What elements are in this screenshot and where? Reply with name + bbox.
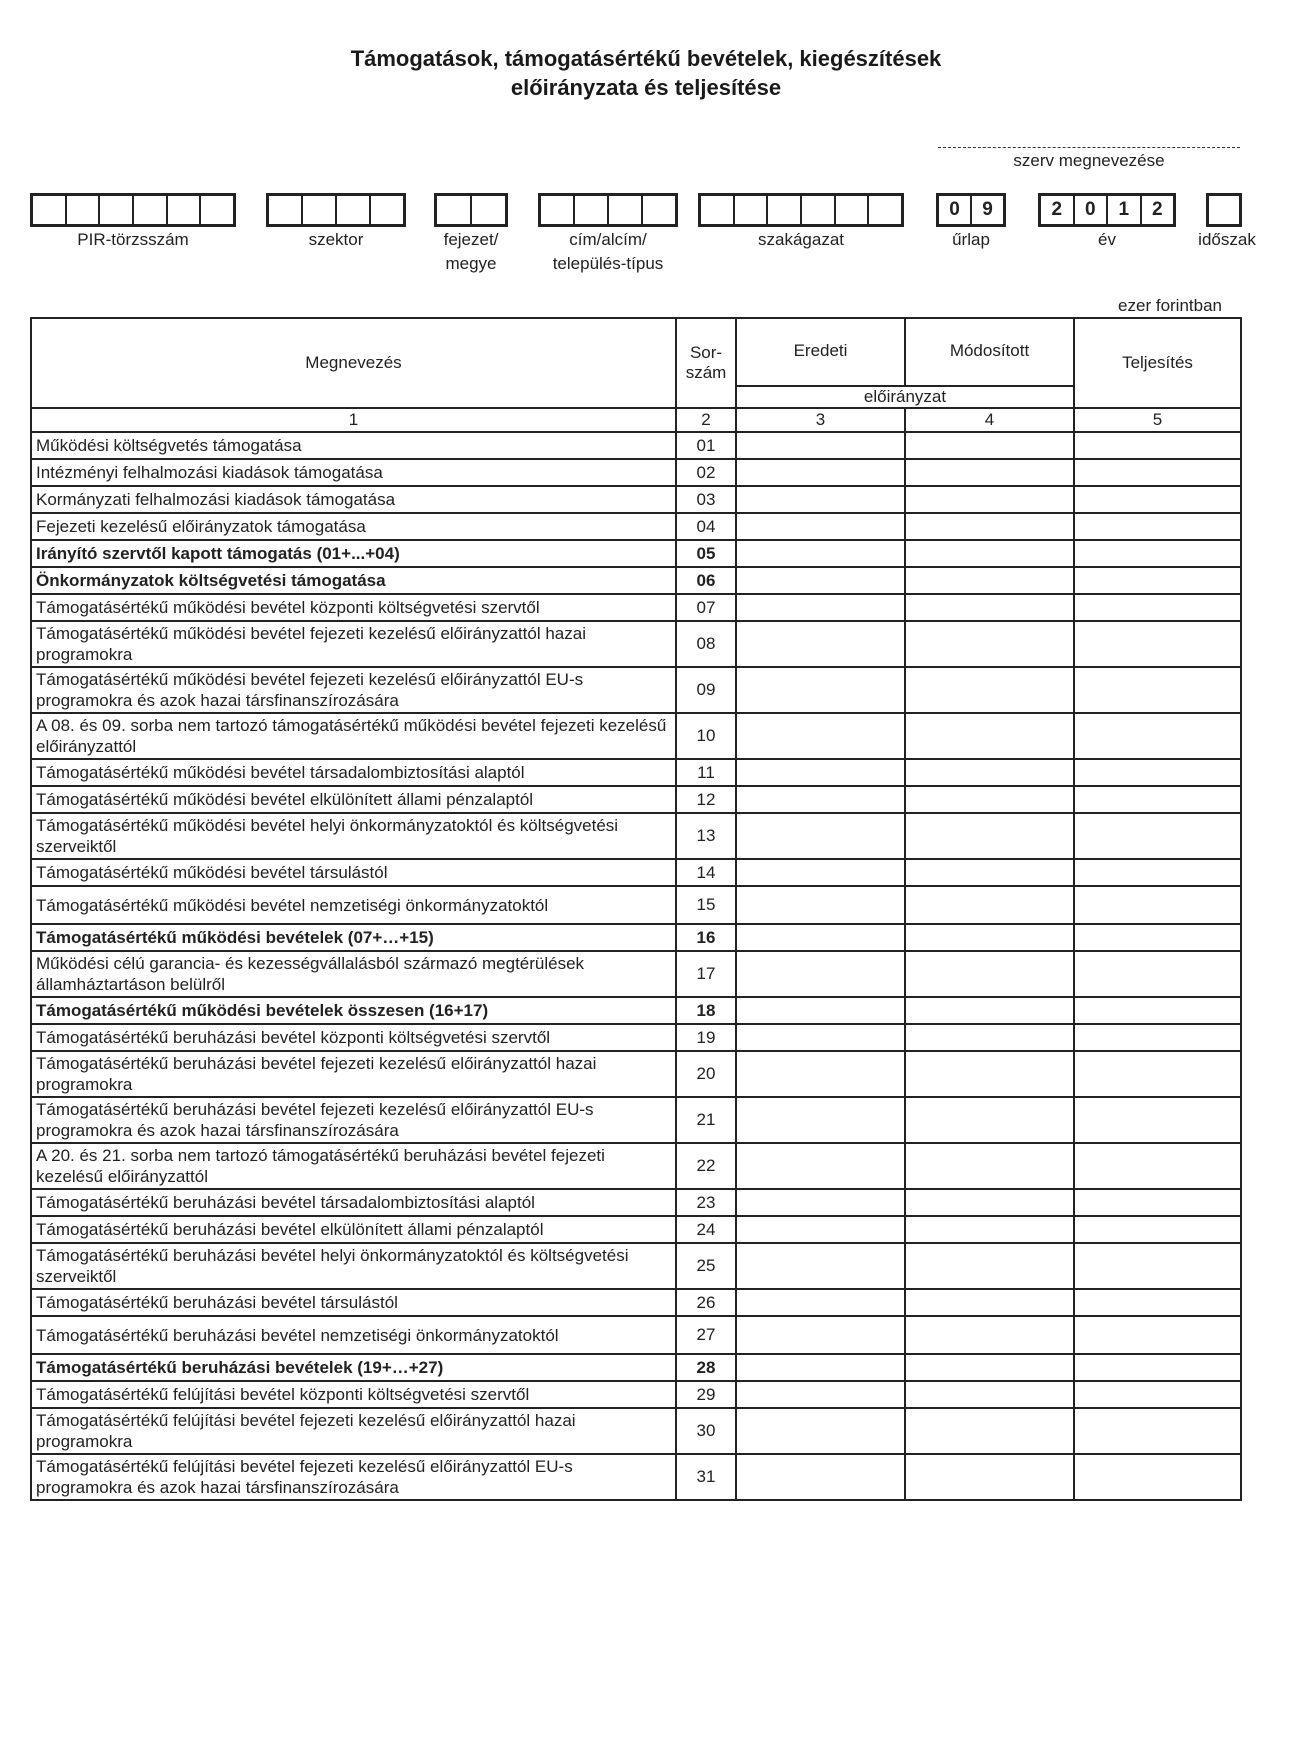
col-number-5: 5 xyxy=(1074,408,1241,432)
szektor-code-cell[interactable] xyxy=(269,196,303,224)
row-modositott-cell[interactable] xyxy=(905,513,1074,540)
row-eredeti-cell[interactable] xyxy=(736,951,905,997)
table-row xyxy=(31,924,1241,951)
row-modositott-cell[interactable] xyxy=(905,1381,1074,1408)
row-modositott-cell[interactable] xyxy=(905,813,1074,859)
table-row xyxy=(31,1408,1241,1454)
row-sorszam: 31 xyxy=(676,1454,736,1500)
szakagazat-code-cell[interactable] xyxy=(802,196,836,224)
row-teljesites-cell[interactable] xyxy=(1074,713,1241,759)
szakagazat-code-boxes[interactable] xyxy=(698,193,904,227)
pir-code-cell[interactable] xyxy=(201,196,233,224)
row-eredeti-cell[interactable] xyxy=(736,859,905,886)
header-eredeti: Eredeti xyxy=(736,318,905,386)
table-row xyxy=(31,713,1241,759)
idoszak-code-cell[interactable] xyxy=(1209,196,1239,224)
row-name: A 20. és 21. sorba nem tartozó támogatásértékű beruházási bevétel fejezeti kezelésű előirányzattól xyxy=(31,1143,676,1189)
row-modositott-cell[interactable] xyxy=(905,667,1074,713)
row-eredeti-cell[interactable] xyxy=(736,1024,905,1051)
szektor-code-cell[interactable] xyxy=(303,196,337,224)
row-sorszam: 27 xyxy=(676,1316,736,1354)
row-name: Támogatásértékű felújítási bevétel központi költségvetési szervtől xyxy=(31,1381,676,1408)
row-eredeti-cell[interactable] xyxy=(736,621,905,667)
row-sorszam: 01 xyxy=(676,432,736,459)
szakagazat-code-cell[interactable] xyxy=(768,196,802,224)
row-name: Támogatásértékű beruházási bevétel társadalombiztosítási alaptól xyxy=(31,1189,676,1216)
row-name: Támogatásértékű beruházási bevétel fejezeti kezelésű előirányzattól EU-s programokra és azok hazai társfinanszírozására xyxy=(31,1097,676,1143)
column-number-row xyxy=(31,408,1241,432)
table-body xyxy=(31,432,1241,1500)
row-modositott-cell[interactable] xyxy=(905,786,1074,813)
row-eredeti-cell[interactable] xyxy=(736,1454,905,1500)
table-row xyxy=(31,1289,1241,1316)
row-name: Támogatásértékű működési bevétel társadalombiztosítási alaptól xyxy=(31,759,676,786)
row-modositott-cell[interactable] xyxy=(905,1051,1074,1097)
row-name: Támogatásértékű beruházási bevétel elkülönített állami pénzalaptól xyxy=(31,1216,676,1243)
pir-code-cell[interactable] xyxy=(168,196,202,224)
row-teljesites-cell[interactable] xyxy=(1074,997,1241,1024)
cim-code-cell[interactable] xyxy=(575,196,609,224)
row-eredeti-cell[interactable] xyxy=(736,1189,905,1216)
pir-code-cell[interactable] xyxy=(100,196,134,224)
row-name: Támogatásértékű működési bevétel fejezeti kezelésű előirányzattól hazai programokra xyxy=(31,621,676,667)
row-sorszam: 19 xyxy=(676,1024,736,1051)
row-teljesites-cell[interactable] xyxy=(1074,1216,1241,1243)
ev-code-boxes[interactable] xyxy=(1038,193,1176,227)
row-sorszam: 16 xyxy=(676,924,736,951)
row-teljesites-cell[interactable] xyxy=(1074,951,1241,997)
table-row xyxy=(31,1024,1241,1051)
urlap-code-cell[interactable]: 9 xyxy=(982,199,993,220)
table-row xyxy=(31,594,1241,621)
row-eredeti-cell[interactable] xyxy=(736,1316,905,1354)
row-sorszam: 28 xyxy=(676,1354,736,1381)
data-table xyxy=(30,317,1242,1501)
szakagazat-code-cell[interactable] xyxy=(735,196,769,224)
row-eredeti-cell[interactable] xyxy=(736,1216,905,1243)
row-eredeti-cell[interactable] xyxy=(736,432,905,459)
table-row xyxy=(31,786,1241,813)
fejezet-code-cell[interactable] xyxy=(472,196,505,224)
szakagazat-code-cell[interactable] xyxy=(869,196,901,224)
table-row xyxy=(31,1189,1241,1216)
urlap-label: űrlap xyxy=(952,230,990,249)
row-sorszam: 03 xyxy=(676,486,736,513)
row-teljesites-cell[interactable] xyxy=(1074,1143,1241,1189)
row-sorszam: 11 xyxy=(676,759,736,786)
row-eredeti-cell[interactable] xyxy=(736,567,905,594)
table-row xyxy=(31,1143,1241,1189)
szektor-code-boxes[interactable] xyxy=(266,193,406,227)
row-sorszam: 26 xyxy=(676,1289,736,1316)
cim-label-line2: település-típus xyxy=(552,254,664,273)
ev-code-cell[interactable]: 1 xyxy=(1108,196,1142,224)
row-name: Támogatásértékű működési bevételek (07+…+15) xyxy=(31,924,676,951)
row-eredeti-cell[interactable] xyxy=(736,813,905,859)
row-teljesites-cell[interactable] xyxy=(1074,1243,1241,1289)
row-name: Támogatásértékű beruházási bevétel központi költségvetési szervtől xyxy=(31,1024,676,1051)
row-modositott-cell[interactable] xyxy=(905,1354,1074,1381)
row-modositott-cell[interactable] xyxy=(905,1243,1074,1289)
row-teljesites-cell[interactable] xyxy=(1074,1454,1241,1500)
row-modositott-cell[interactable] xyxy=(905,1289,1074,1316)
row-teljesites-cell[interactable] xyxy=(1074,1097,1241,1143)
ev-label: év xyxy=(1098,230,1116,249)
row-name: Intézményi felhalmozási kiadások támogatása xyxy=(31,459,676,486)
row-eredeti-cell[interactable] xyxy=(736,886,905,924)
row-modositott-cell[interactable] xyxy=(905,997,1074,1024)
row-name: Működési célú garancia- és kezességvállalásból származó megtérülések államháztartáson belülről xyxy=(31,951,676,997)
row-sorszam: 09 xyxy=(676,667,736,713)
szakagazat-code-cell[interactable] xyxy=(701,196,735,224)
row-modositott-cell[interactable] xyxy=(905,1454,1074,1500)
row-modositott-cell[interactable] xyxy=(905,1024,1074,1051)
row-sorszam: 15 xyxy=(676,886,736,924)
fejezet-label-line2: megye xyxy=(445,254,497,273)
row-modositott-cell[interactable] xyxy=(905,1216,1074,1243)
row-teljesites-cell[interactable] xyxy=(1074,432,1241,459)
row-eredeti-cell[interactable] xyxy=(736,1289,905,1316)
cim-label-line1: cím/alcím/ xyxy=(569,230,647,249)
row-name: Támogatásértékű működési bevétel fejezeti kezelésű előirányzattól EU-s programokra és azok hazai társfinanszírozására xyxy=(31,667,676,713)
header-modositott: Módosított xyxy=(905,318,1074,386)
row-eredeti-cell[interactable] xyxy=(736,513,905,540)
table-row xyxy=(31,1454,1241,1500)
szakagazat-code-cell[interactable] xyxy=(836,196,870,224)
fejezet-code-boxes[interactable] xyxy=(434,193,508,227)
row-sorszam: 14 xyxy=(676,859,736,886)
idoszak-code-boxes[interactable] xyxy=(1206,193,1242,227)
row-sorszam: 25 xyxy=(676,1243,736,1289)
col-number-3: 3 xyxy=(736,408,905,432)
header-teljesites: Teljesítés xyxy=(1074,318,1241,408)
row-teljesites-cell[interactable] xyxy=(1074,459,1241,486)
cim-code-cell[interactable] xyxy=(643,196,675,224)
row-sorszam: 30 xyxy=(676,1408,736,1454)
header-sorszam-line2: szám xyxy=(685,363,727,382)
row-eredeti-cell[interactable] xyxy=(736,594,905,621)
row-modositott-cell[interactable] xyxy=(905,1408,1074,1454)
row-sorszam: 10 xyxy=(676,713,736,759)
col-number-4: 4 xyxy=(905,408,1074,432)
row-name: Támogatásértékű felújítási bevétel fejezeti kezelésű előirányzattól hazai programokra xyxy=(31,1408,676,1454)
table-row xyxy=(31,513,1241,540)
table-row xyxy=(31,1097,1241,1143)
szektor-code-cell[interactable] xyxy=(371,196,403,224)
table-row xyxy=(31,459,1241,486)
row-modositott-cell[interactable] xyxy=(905,859,1074,886)
row-eredeti-cell[interactable] xyxy=(736,540,905,567)
header-sorszam-line1: Sor- xyxy=(689,343,723,362)
row-teljesites-cell[interactable] xyxy=(1074,859,1241,886)
row-teljesites-cell[interactable] xyxy=(1074,667,1241,713)
row-modositott-cell[interactable] xyxy=(905,1189,1074,1216)
szerv-dash-line xyxy=(938,147,1240,148)
row-name: A 08. és 09. sorba nem tartozó támogatásértékű működési bevétel fejezeti kezelésű előirányzattól xyxy=(31,713,676,759)
szektor-label: szektor xyxy=(308,230,364,249)
row-teljesites-cell[interactable] xyxy=(1074,786,1241,813)
row-sorszam: 04 xyxy=(676,513,736,540)
header-megnevezes: Megnevezés xyxy=(31,318,676,408)
row-sorszam: 06 xyxy=(676,567,736,594)
row-sorszam: 12 xyxy=(676,786,736,813)
row-sorszam: 07 xyxy=(676,594,736,621)
row-sorszam: 02 xyxy=(676,459,736,486)
page-title xyxy=(0,44,1292,102)
table-row xyxy=(31,567,1241,594)
row-teljesites-cell[interactable] xyxy=(1074,1381,1241,1408)
table-row xyxy=(31,886,1241,924)
row-sorszam: 17 xyxy=(676,951,736,997)
row-sorszam: 22 xyxy=(676,1143,736,1189)
row-eredeti-cell[interactable] xyxy=(736,1243,905,1289)
row-sorszam: 29 xyxy=(676,1381,736,1408)
row-eredeti-cell[interactable] xyxy=(736,1408,905,1454)
row-modositott-cell[interactable] xyxy=(905,951,1074,997)
row-name: Támogatásértékű beruházási bevétel társulástól xyxy=(31,1289,676,1316)
row-modositott-cell[interactable] xyxy=(905,486,1074,513)
row-teljesites-cell[interactable] xyxy=(1074,621,1241,667)
ev-code-cell[interactable]: 2 xyxy=(1041,196,1075,224)
row-modositott-cell[interactable] xyxy=(905,924,1074,951)
row-teljesites-cell[interactable] xyxy=(1074,1051,1241,1097)
table-row xyxy=(31,432,1241,459)
row-teljesites-cell[interactable] xyxy=(1074,513,1241,540)
row-eredeti-cell[interactable] xyxy=(736,1354,905,1381)
szakagazat-label: szakágazat xyxy=(758,230,844,249)
row-name: Támogatásértékű beruházási bevétel helyi önkormányzatoktól és költségvetési szerveiktől xyxy=(31,1243,676,1289)
cim-label xyxy=(528,228,688,276)
row-name: Támogatásértékű működési bevétel elkülönített állami pénzalaptól xyxy=(31,786,676,813)
row-sorszam: 05 xyxy=(676,540,736,567)
row-teljesites-cell[interactable] xyxy=(1074,486,1241,513)
row-teljesites-cell[interactable] xyxy=(1074,813,1241,859)
title-line-2: előirányzata és teljesítése xyxy=(510,75,782,100)
row-name: Támogatásértékű működési bevétel központi költségvetési szervtől xyxy=(31,594,676,621)
row-eredeti-cell[interactable] xyxy=(736,924,905,951)
idoszak-label: időszak xyxy=(1198,230,1256,249)
row-teljesites-cell[interactable] xyxy=(1074,594,1241,621)
row-modositott-cell[interactable] xyxy=(905,1316,1074,1354)
row-sorszam: 18 xyxy=(676,997,736,1024)
row-modositott-cell[interactable] xyxy=(905,1143,1074,1189)
row-eredeti-cell[interactable] xyxy=(736,486,905,513)
col-number-1: 1 xyxy=(31,408,676,432)
row-name: Támogatásértékű felújítási bevétel fejezeti kezelésű előirányzattól EU-s programokra és azok hazai társfinanszírozására xyxy=(31,1454,676,1500)
table-row xyxy=(31,621,1241,667)
row-eredeti-cell[interactable] xyxy=(736,1097,905,1143)
row-modositott-cell[interactable] xyxy=(905,594,1074,621)
row-eredeti-cell[interactable] xyxy=(736,459,905,486)
row-name: Támogatásértékű működési bevétel helyi önkormányzatoktól és költségvetési szerveiktől xyxy=(31,813,676,859)
ev-code-cell[interactable]: 0 xyxy=(1075,196,1109,224)
row-modositott-cell[interactable] xyxy=(905,540,1074,567)
fejezet-label-line1: fejezet/ xyxy=(443,230,499,249)
row-teljesites-cell[interactable] xyxy=(1074,1354,1241,1381)
row-teljesites-cell[interactable] xyxy=(1074,1189,1241,1216)
row-name: Kormányzati felhalmozási kiadások támogatása xyxy=(31,486,676,513)
pir-code-cell[interactable] xyxy=(134,196,168,224)
row-sorszam: 24 xyxy=(676,1216,736,1243)
row-modositott-cell[interactable] xyxy=(905,759,1074,786)
table-row xyxy=(31,1243,1241,1289)
row-modositott-cell[interactable] xyxy=(905,432,1074,459)
table-row xyxy=(31,1381,1241,1408)
row-modositott-cell[interactable] xyxy=(905,567,1074,594)
table-row xyxy=(31,859,1241,886)
row-name: Működési költségvetés támogatása xyxy=(31,432,676,459)
row-name: Támogatásértékű beruházási bevételek (19+…+27) xyxy=(31,1354,676,1381)
cim-code-cell[interactable] xyxy=(541,196,575,224)
row-sorszam: 20 xyxy=(676,1051,736,1097)
row-name: Támogatásértékű működési bevétel társulástól xyxy=(31,859,676,886)
table-row xyxy=(31,1216,1241,1243)
row-name: Támogatásértékű beruházási bevétel nemzetiségi önkormányzatoktól xyxy=(31,1316,676,1354)
table-row xyxy=(31,1051,1241,1097)
row-name: Irányító szervtől kapott támogatás (01+...+04) xyxy=(31,540,676,567)
row-eredeti-cell[interactable] xyxy=(736,1051,905,1097)
table-row xyxy=(31,540,1241,567)
row-name: Önkormányzatok költségvetési támogatása xyxy=(31,567,676,594)
header-sorszam xyxy=(676,318,736,408)
row-modositott-cell[interactable] xyxy=(905,459,1074,486)
table-row xyxy=(31,997,1241,1024)
row-sorszam: 21 xyxy=(676,1097,736,1143)
row-modositott-cell[interactable] xyxy=(905,713,1074,759)
row-teljesites-cell[interactable] xyxy=(1074,1024,1241,1051)
row-eredeti-cell[interactable] xyxy=(736,997,905,1024)
row-sorszam: 23 xyxy=(676,1189,736,1216)
table-row xyxy=(31,759,1241,786)
row-eredeti-cell[interactable] xyxy=(736,786,905,813)
row-teljesites-cell[interactable] xyxy=(1074,1408,1241,1454)
row-teljesites-cell[interactable] xyxy=(1074,924,1241,951)
row-teljesites-cell[interactable] xyxy=(1074,567,1241,594)
row-modositott-cell[interactable] xyxy=(905,621,1074,667)
row-eredeti-cell[interactable] xyxy=(736,667,905,713)
row-teljesites-cell[interactable] xyxy=(1074,1289,1241,1316)
pir-code-cell[interactable] xyxy=(67,196,101,224)
table-row xyxy=(31,486,1241,513)
pir-label: PIR-törzsszám xyxy=(77,230,189,249)
row-eredeti-cell[interactable] xyxy=(736,759,905,786)
unit-label: ezer forintban xyxy=(1118,296,1222,315)
row-modositott-cell[interactable] xyxy=(905,886,1074,924)
pir-code-boxes[interactable] xyxy=(30,193,236,227)
row-teljesites-cell[interactable] xyxy=(1074,886,1241,924)
urlap-code-boxes[interactable] xyxy=(936,193,1006,227)
row-name: Támogatásértékű beruházási bevétel fejezeti kezelésű előirányzattól hazai programokra xyxy=(31,1051,676,1097)
col-number-2: 2 xyxy=(676,408,736,432)
row-teljesites-cell[interactable] xyxy=(1074,759,1241,786)
row-sorszam: 13 xyxy=(676,813,736,859)
row-name: Támogatásértékű működési bevételek összesen (16+17) xyxy=(31,997,676,1024)
cim-code-cell[interactable] xyxy=(609,196,643,224)
header-eloiranyzat: előirányzat xyxy=(736,386,1074,408)
ev-code-cell[interactable]: 2 xyxy=(1151,199,1163,220)
row-eredeti-cell[interactable] xyxy=(736,1381,905,1408)
title-line-1: Támogatások, támogatásértékű bevételek, kiegészítések xyxy=(350,46,942,71)
row-modositott-cell[interactable] xyxy=(905,1097,1074,1143)
row-eredeti-cell[interactable] xyxy=(736,1143,905,1189)
fejezet-label xyxy=(424,228,518,276)
row-name: Fejezeti kezelésű előirányzatok támogatása xyxy=(31,513,676,540)
table-row xyxy=(31,1354,1241,1381)
row-teljesites-cell[interactable] xyxy=(1074,1316,1241,1354)
cim-code-boxes[interactable] xyxy=(538,193,678,227)
table-row xyxy=(31,951,1241,997)
pir-code-cell[interactable] xyxy=(33,196,67,224)
row-teljesites-cell[interactable] xyxy=(1074,540,1241,567)
table-row xyxy=(31,813,1241,859)
szerv-label: szerv megnevezése xyxy=(1013,151,1165,170)
szektor-code-cell[interactable] xyxy=(337,196,371,224)
urlap-code-cell[interactable]: 0 xyxy=(939,196,972,224)
table-row xyxy=(31,667,1241,713)
row-eredeti-cell[interactable] xyxy=(736,713,905,759)
row-sorszam: 08 xyxy=(676,621,736,667)
table-row xyxy=(31,1316,1241,1354)
row-name: Támogatásértékű működési bevétel nemzetiségi önkormányzatoktól xyxy=(31,886,676,924)
fejezet-code-cell[interactable] xyxy=(437,196,472,224)
